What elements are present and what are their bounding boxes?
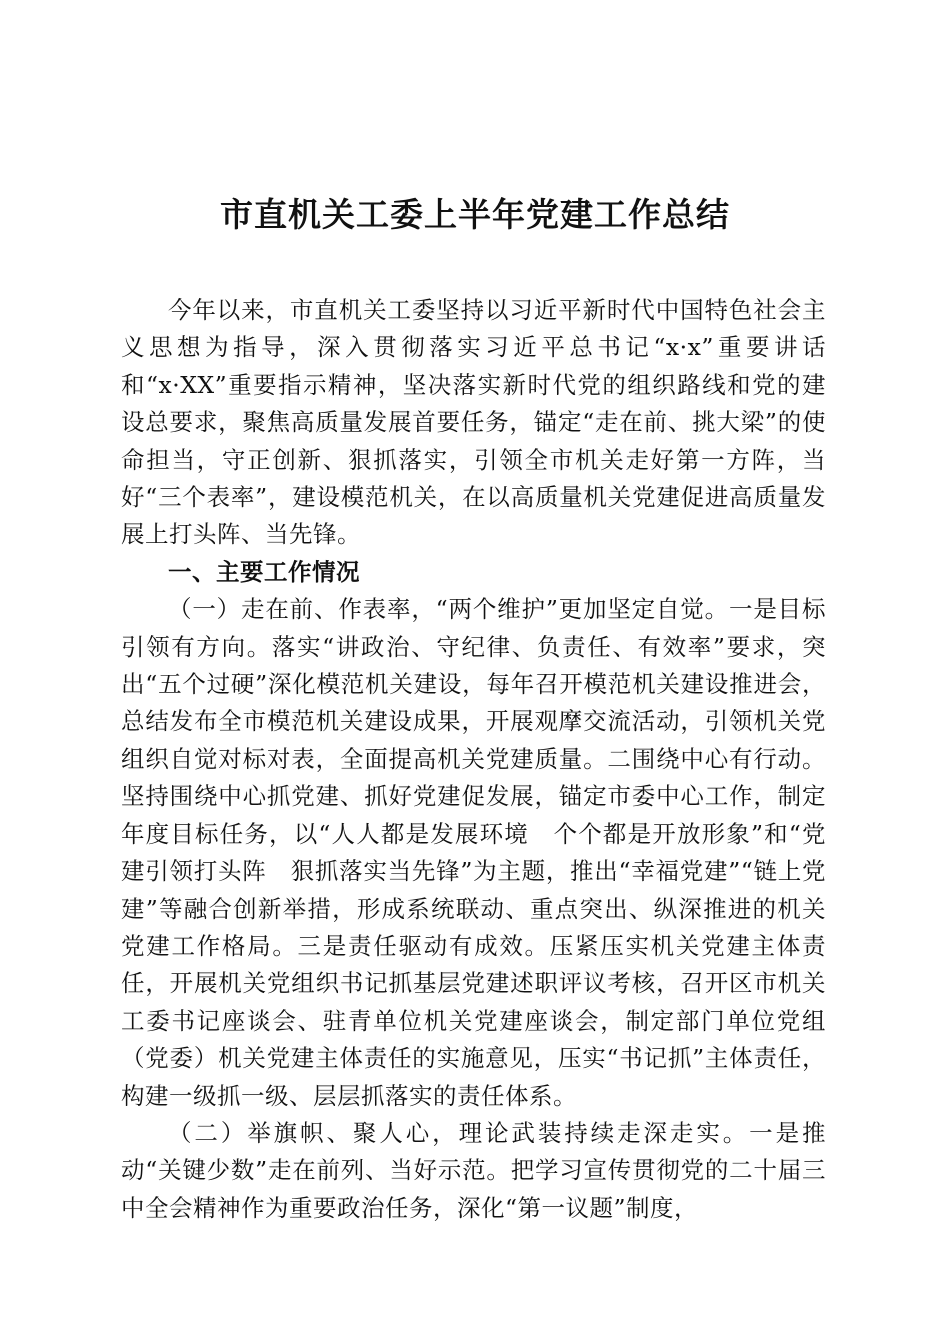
document-body <box>121 292 826 1227</box>
section-heading-main-work: 一、主要工作情况 <box>168 557 360 586</box>
section-paragraph-1: （一）走在前、作表率，“两个维护”更加坚定自觉。一是目标引领有方向。落实“讲政治、守纪律、负责任、有效率”要求，突出“五个过硬”深化模范机关建设，每年召开模范机关建设推进会，总结发布全市模范机关建设成果，开展观摩交流活动，引领机关党组织自觉对标对表，全面提高机关党建质量。二围绕中心有行动。坚持围绕中心抓党建、抓好党建促发展，锚定市委中心工作，制定年度目标任务，以“人人都是发展环境 个个都是开放形象”和“党建引领打头阵 狠抓落实当先锋”为主题，推出“幸福党建”“链上党建”等融合创新举措，形成系统联动、重点突出、纵深推进的机关党建工作格局。三是责任驱动有成效。压紧压实机关党建主体责任，开展机关党组织书记抓基层党建述职评议考核，召开区市机关工委书记座谈会、驻青单位机关党建座谈会，制定部门单位党组（党委）机关党建主体责任的实施意见，压实“书记抓”主体责任，构建一级抓一级、层层抓落实的责任体系。 <box>121 595 826 1110</box>
section-paragraph-2: （二）举旗帜、聚人心，理论武装持续走深走实。一是推动“关键少数”走在前列、当好示范。把学习宣传贯彻党的二十届三中全会精神作为重要政治任务，深化“第一议题”制度， <box>121 1118 826 1222</box>
document-title: 市直机关工委上半年党建工作总结 <box>220 195 730 234</box>
intro-paragraph: 今年以来，市直机关工委坚持以习近平新时代中国特色社会主义思想为指导，深入贯彻落实习近平总书记“x·x”重要讲话和“x·XX”重要指示精神，坚决落实新时代党的组织路线和党的建设总要求，聚焦高质量发展首要任务，锚定“走在前、挑大梁”的使命担当，守正创新、狠抓落实，引领全市机关走好第一方阵，当好“三个表率”，建设模范机关，在以高质量机关党建促进高质量发展上打头阵、当先锋。 <box>121 296 826 549</box>
